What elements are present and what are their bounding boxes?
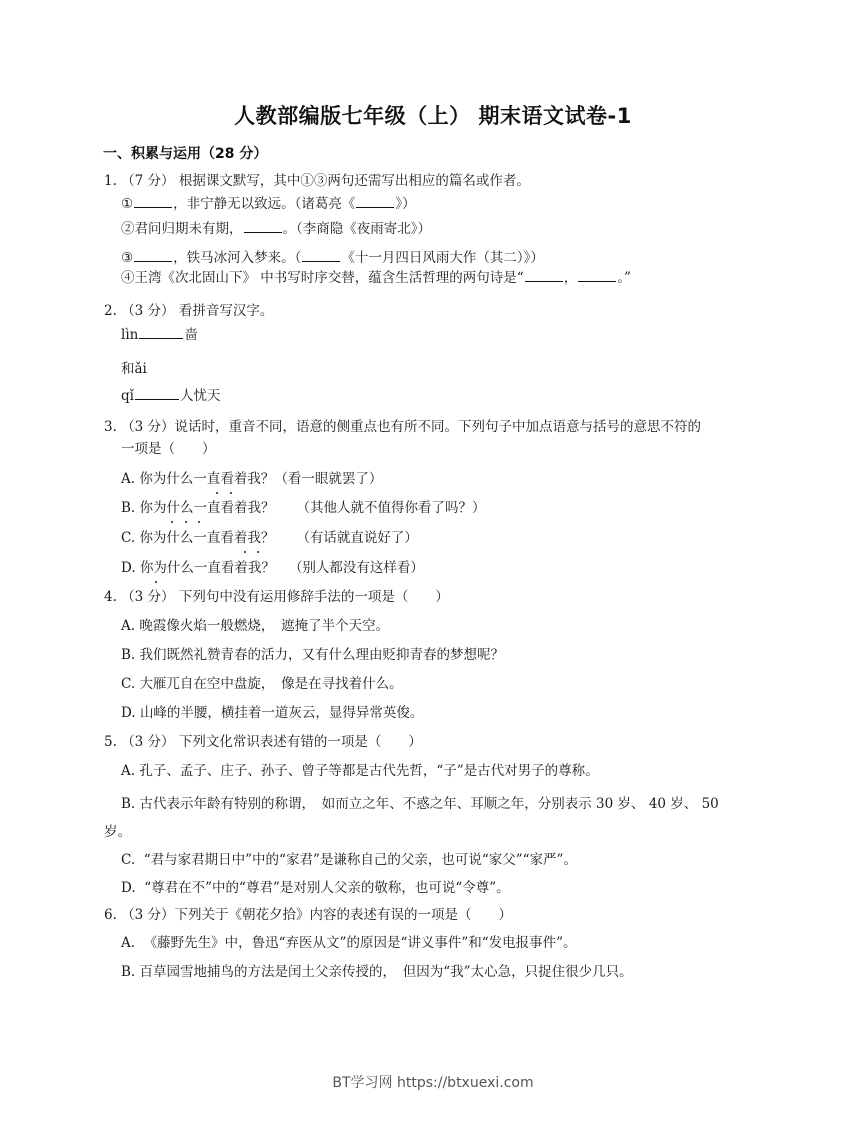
question-2-item-2: 和ǎi: [121, 361, 147, 377]
question-5-stem: 5. （3 分） 下列文化常识表述有错的一项是（ ）: [104, 734, 422, 750]
answer-blank[interactable]: [244, 220, 282, 233]
answer-blank[interactable]: [302, 249, 340, 262]
item-marker: ①: [121, 196, 134, 212]
answer-blank[interactable]: [134, 249, 172, 262]
question-3-option-c[interactable]: C. 你为什么一直看着我？ （有话就直说好了）: [121, 530, 418, 546]
answer-blank[interactable]: [139, 326, 183, 339]
emphasis-dot: [171, 521, 173, 523]
emphasis-dot: [230, 492, 232, 494]
question-4-option-b[interactable]: B. 我们既然礼赞青春的活力，又有什么理由贬抑青春的梦想呢？: [121, 647, 505, 663]
emphasis-dot: [155, 581, 157, 583]
item-marker: ④: [121, 270, 135, 286]
emphasis-dot: [185, 521, 187, 523]
question-1-item-3: ③ ，铁马冰河入梦来。（ 《十一月四日风雨大作（其二）》）: [121, 250, 544, 266]
answer-blank[interactable]: [578, 269, 616, 282]
question-5-option-d[interactable]: D. “尊君在不”中的“尊君”是对别人父亲的敬称，也可说“令尊”。: [121, 880, 510, 896]
question-4-option-c[interactable]: C. 大雁兀自在空中盘旋， 像是在寻找着什么。: [121, 676, 403, 692]
answer-blank[interactable]: [525, 269, 563, 282]
question-3-option-b[interactable]: B. 你为什么一直看着我？ （其他人就不值得你看了吗？）: [121, 500, 486, 516]
question-5-option-c[interactable]: C. “君与家君期日中”中的“家君”是谦称自己的父亲，也可说“家父”“家严”。: [121, 852, 577, 868]
question-1-item-1: ① ，非宁静无以致远。（诸葛亮《 》）: [121, 196, 416, 212]
item-marker: ③: [121, 250, 134, 266]
emphasis-dot: [257, 551, 259, 553]
section-heading: 一、积累与运用（28 分）: [103, 146, 268, 162]
footer-watermark: BT学习网 https://btxuexi.com: [332, 1075, 534, 1091]
question-6-stem: 6. （3 分）下列关于《朝花夕拾》内容的表述有误的一项是（ ）: [104, 907, 513, 923]
emphasis-dot: [244, 551, 246, 553]
question-1-item-2: ②君问归期未有期， 。（李商隐《夜雨寄北》）: [121, 221, 431, 237]
question-2-item-3: qǐ 人忧天: [121, 388, 221, 404]
question-5-option-b-cont: 岁。: [104, 824, 131, 840]
question-1-stem: 1. （7 分） 根据课文默写，其中①③两句还需写出相应的篇名或作者。: [104, 173, 530, 189]
question-3-option-d[interactable]: D. 你为什么一直看着我？ （别人都没有这样看）: [121, 560, 424, 576]
question-6-option-a[interactable]: A. 《藤野先生》中，鲁迅“弃医从文”的原因是“讲义事件”和“发电报事件”。: [121, 935, 577, 951]
question-2-stem: 2. （3 分） 看拼音写汉字。: [104, 303, 274, 319]
question-3-stem: 3. （3 分）说话时，重音不同，语意的侧重点也有所不同。下列句子中加点语意与括号的意思不符的: [104, 419, 702, 435]
emphasis-dot: [216, 492, 218, 494]
answer-blank[interactable]: [356, 195, 394, 208]
question-4-option-a[interactable]: A. 晚霞像火焰一般燃烧， 遮掩了半个天空。: [121, 618, 390, 634]
item-marker: ②: [121, 221, 135, 237]
question-6-option-b[interactable]: B. 百草园雪地捕鸟的方法是闰土父亲传授的， 但因为“我”太心急，只捉住很少几只。: [121, 964, 633, 980]
question-2-item-1: lìn 啬: [121, 327, 198, 343]
pinyin: qǐ: [121, 388, 134, 404]
question-5-option-b[interactable]: B. 古代表示年龄有特别的称谓， 如而立之年、不惑之年、耳顺之年，分别表示 30 岁、 40 岁、 50: [121, 796, 719, 812]
question-4-stem: 4. （3 分） 下列句中没有运用修辞手法的一项是（ ）: [104, 589, 449, 605]
page-title: 人教部编版七年级（上） 期末语文试卷-1: [234, 104, 632, 128]
question-3-stem-cont: 一项是（ ）: [121, 441, 216, 457]
pinyin: lìn: [121, 327, 139, 343]
question-5-option-a[interactable]: A. 孔子、孟子、庄子、孙子、曾子等都是古代先哲，“子”是古代对男子的尊称。: [121, 763, 599, 779]
answer-blank[interactable]: [134, 195, 172, 208]
question-3-option-a[interactable]: A. 你为什么一直看着我？（看一眼就罢了）: [121, 471, 383, 487]
answer-blank[interactable]: [135, 387, 179, 400]
question-1-item-4: ④王湾《次北固山下》 中书写时序交替，蕴含生活哲理的两句诗是“ ， 。”: [121, 270, 631, 286]
emphasis-dot: [198, 521, 200, 523]
question-4-option-d[interactable]: D. 山峰的半腰，横挂着一道灰云，显得异常英俊。: [121, 705, 424, 721]
